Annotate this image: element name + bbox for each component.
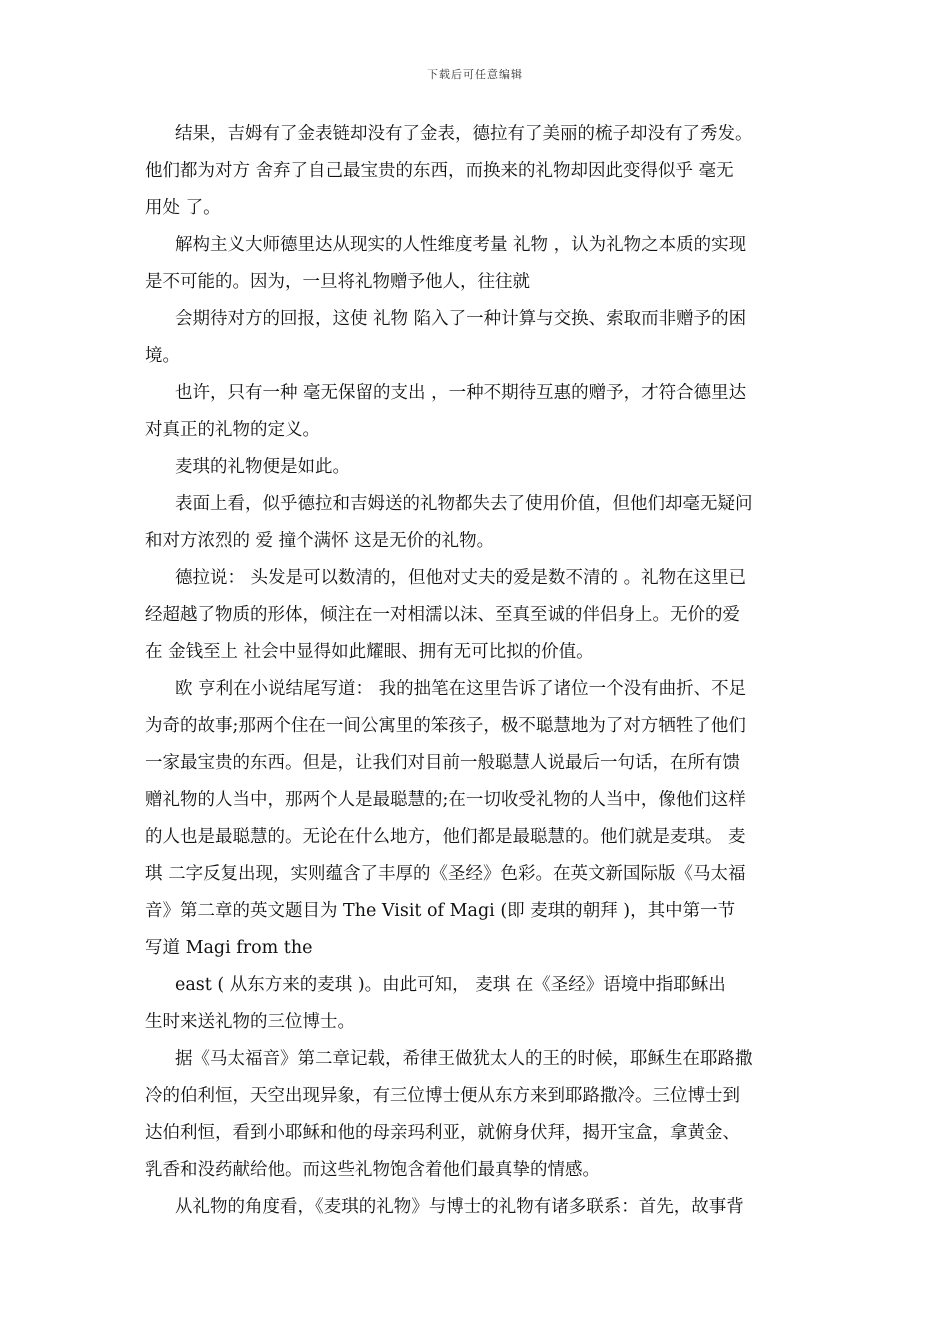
- text-line: 表面上看，似乎德拉和吉姆送的礼物都失去了使用价值，但他们却毫无疑问: [175, 494, 753, 514]
- text-line: 他们都为对方 舍弃了自己最宝贵的东西，而换来的礼物却因此变得似乎 毫无: [145, 161, 734, 181]
- text-line: 是不可能的。因为，一旦将礼物赠予他人，往往就: [145, 272, 530, 292]
- text-line: 会期待对方的回报，这使 礼物 陷入了一种计算与交换、索取而非赠予的困: [175, 309, 747, 329]
- text-line: 为奇的故事;那两个住在一间公寓里的笨孩子，极不聪慧地为了对方牺牲了他们: [145, 716, 746, 736]
- text-line: 德拉说： 头发是可以数清的，但他对丈夫的爱是数不清的 。礼物在这里已: [175, 568, 747, 588]
- text-line: 琪 二字反复出现，实则蕴含了丰厚的《圣经》色彩。在英文新国际版《马太福: [145, 864, 746, 884]
- text-line: 从礼物的角度看，《麦琪的礼物》与博士的礼物有诸多联系：首先，故事背: [175, 1197, 744, 1217]
- text-line: 音》第二章的英文题目为 The Visit of Magi (即 麦琪的朝拜 )，其中第一节: [145, 901, 736, 921]
- text-line: 的人也是最聪慧的。无论在什么地方，他们都是最聪慧的。他们就是麦琪。 麦: [145, 827, 746, 847]
- text-line: 和对方浓烈的 爱 撞个满怀 这是无价的礼物。: [145, 531, 495, 551]
- text-line: 对真正的礼物的定义。: [145, 420, 320, 440]
- body-text: [145, 116, 813, 1226]
- text-line: 达伯利恒，看到小耶稣和他的母亲玛利亚，就俯身伏拜，揭开宝盒，拿黄金、: [145, 1123, 740, 1143]
- text-line: 境。: [145, 346, 180, 366]
- text-line: 经超越了物质的形体，倾注在一对相濡以沫、至真至诚的伴侣身上。无价的爱: [145, 605, 740, 625]
- text-line: 结果，吉姆有了金表链却没有了金表，德拉有了美丽的梳子却没有了秀发。: [175, 124, 753, 144]
- text-line: 赠礼物的人当中，那两个人是最聪慧的;在一切收受礼物的人当中，像他们这样: [145, 790, 746, 810]
- text-line: 麦琪的礼物便是如此。: [175, 457, 350, 477]
- text-line: 乳香和没药献给他。而这些礼物饱含着他们最真挚的情感。: [145, 1160, 600, 1180]
- page-header: 下载后可任意编辑: [427, 68, 523, 81]
- text-line: 一家最宝贵的东西。但是，让我们对目前一般聪慧人说最后一句话，在所有馈: [145, 753, 740, 773]
- text-line: 写道 Magi from the: [145, 938, 313, 958]
- text-line: 生时来送礼物的三位博士。: [145, 1012, 355, 1032]
- text-line: 据《马太福音》第二章记载，希律王做犹太人的王的时候，耶稣生在耶路撒: [175, 1049, 753, 1069]
- text-line: 也许，只有一种 毫无保留的支出 ，一种不期待互惠的赠予，才符合德里达: [175, 383, 747, 403]
- text-line: 冷的伯利恒，天空出现异象，有三位博士便从东方来到耶路撒冷。三位博士到: [145, 1086, 740, 1106]
- text-line: east ( 从东方来的麦琪 )。由此可知， 麦琪 在《圣经》语境中指耶稣出: [175, 975, 726, 995]
- text-line: 用处 了。: [145, 198, 221, 218]
- text-line: 解构主义大师德里达从现实的人性维度考量 礼物 ，认为礼物之本质的实现: [175, 235, 747, 255]
- text-line: 在 金钱至上 社会中显得如此耀眼、拥有无可比拟的价值。: [145, 642, 594, 662]
- text-line: 欧 亨利在小说结尾写道： 我的拙笔在这里告诉了诸位一个没有曲折、不足: [175, 679, 747, 699]
